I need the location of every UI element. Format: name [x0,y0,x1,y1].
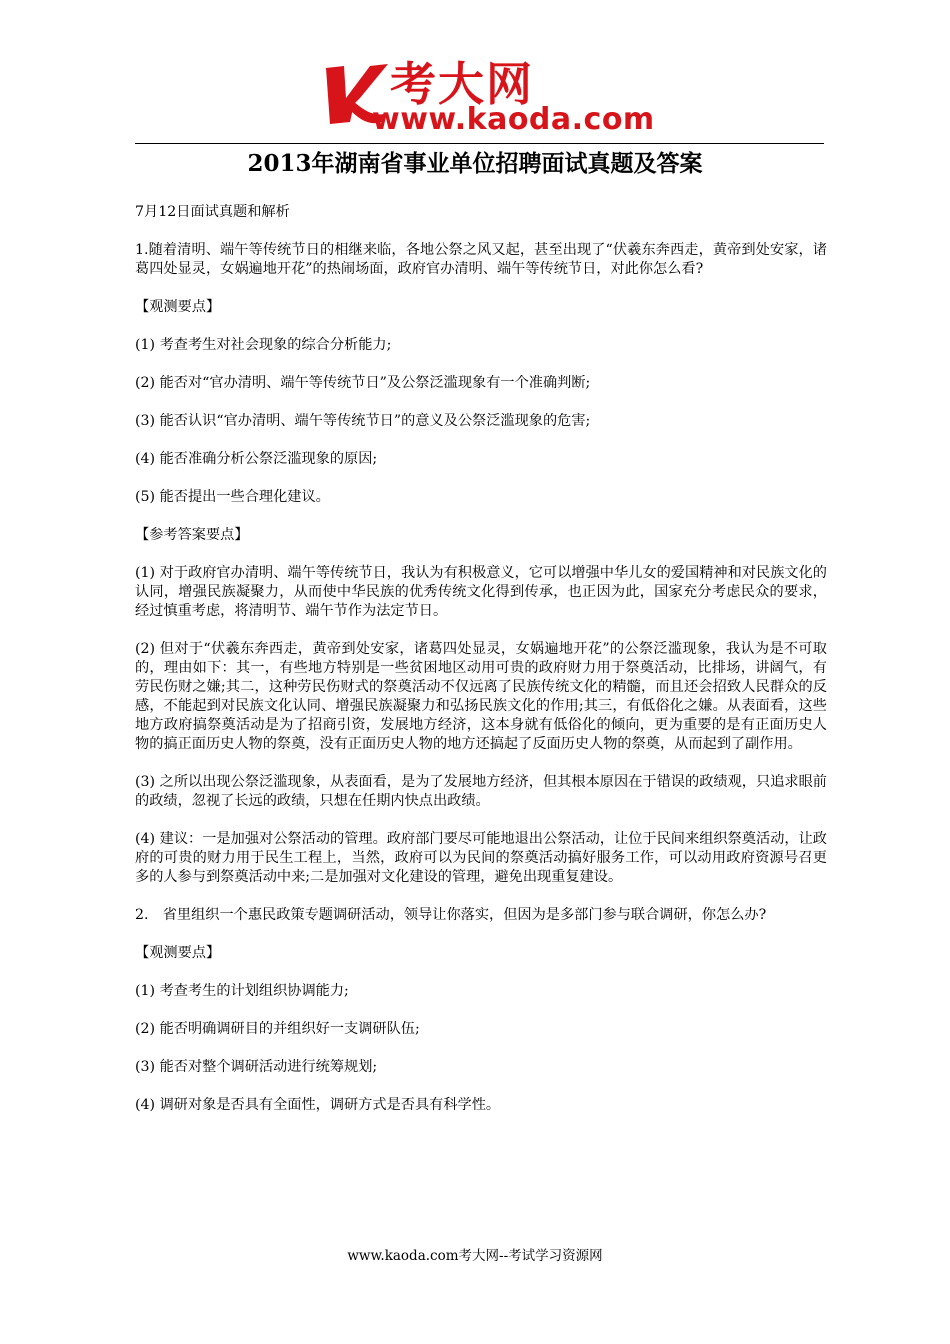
logo-url: www.kaoda.com [372,102,655,137]
observation-item: (4) 能否准确分析公祭泛滥现象的原因; [135,451,378,467]
answer-item: (3) 之所以出现公祭泛滥现象，从表面看，是为了发展地方经济，但其根本原因在于错误的政绩观，只追求眼前的政绩，忽视了长远的政绩，只想在任期内快点出政绩。 [135,774,827,809]
question-1: 1.随着清明、端午等传统节日的相继来临，各地公祭之风又起，甚至出现了“伏羲东奔西走，黄帝到处安家，诸葛四处显灵，女娲遍地开花”的热闹场面，政府官办清明、端午等传统节日，对此你怎么看? [135,242,827,277]
observation-item: (5) 能否提出一些合理化建议。 [135,489,330,505]
question-2: 2. 省里组织一个惠民政策专题调研活动，领导让你落实，但因为是多部门参与联合调研，你怎么办? [135,907,767,923]
page-footer: www.kaoda.com考大网--考试学习资源网 [347,1248,603,1264]
observation-item: (1) 考查考生的计划组织协调能力; [135,983,349,999]
observation-item: (4) 调研对象是否具有全面性，调研方式是否具有科学性。 [135,1097,501,1113]
observation-item: (3) 能否对整个调研活动进行统筹规划; [135,1059,378,1075]
site-logo [320,57,655,138]
document-body [135,203,827,1134]
section-heading: 7月12日面试真题和解析 [135,204,290,220]
observation-item: (3) 能否认识“官办清明、端午等传统节日”的意义及公祭泛滥现象的危害; [135,413,591,429]
answer-heading: 【参考答案要点】 [135,527,249,543]
observation-item: (2) 能否明确调研目的并组织好一支调研队伍; [135,1021,420,1037]
observation-heading: 【观测要点】 [135,945,221,961]
observation-item: (2) 能否对“官办清明、端午等传统节日”及公祭泛滥现象有一个准确判断; [135,375,591,391]
page-title: 2013年湖南省事业单位招聘面试真题及答案 [247,150,703,177]
answer-item: (1) 对于政府官办清明、端午等传统节日，我认为有积极意义，它可以增强中华儿女的爱国精神和对民族文化的认同，增强民族凝聚力，从而使中华民族的优秀传统文化得到传承，也正因为此，国家充分考虑民众的要求，经过慎重考虑，将清明节、端午节作为法定节日。 [135,565,827,619]
header-divider [135,143,824,144]
answer-item: (2) 但对于“伏羲东奔西走，黄帝到处安家，诸葛四处显灵，女娲遍地开花”的公祭泛滥现象，我认为是不可取的，理由如下：其一，有些地方特别是一些贫困地区动用可贵的政府财力用于祭奠活动，比排场，讲阔气，有劳民伤财之嫌;其二，这种劳民伤财式的祭奠活动不仅远离了民族传统文化的精髓，而且还会招致人民群众的反感，不能起到对民族文化认同、增强民族凝聚力和弘扬民族文化的作用;其三，有低俗化之嫌。从表面看，这些地方政府搞祭奠活动是为了招商引资，发展地方经济，这本身就有低俗化的倾向，更为重要的是有正面历史人物的搞正面历史人物的祭奠，没有正面历史人物的地方还搞起了反面历史人物的祭奠，从而起到了副作用。 [135,641,827,752]
logo-name: 考大网 [390,57,534,111]
answer-item: (4) 建议：一是加强对公祭活动的管理。政府部门要尽可能地退出公祭活动，让位于民间来组织祭奠活动，让政府的可贵的财力用于民生工程上，当然，政府可以为民间的祭奠活动搞好服务工作，可以动用政府资源号召更多的人参与到祭奠活动中来;二是加强对文化建设的管理，避免出现重复建设。 [135,831,827,885]
observation-heading: 【观测要点】 [135,299,221,315]
observation-item: (1) 考查考生对社会现象的综合分析能力; [135,337,392,353]
